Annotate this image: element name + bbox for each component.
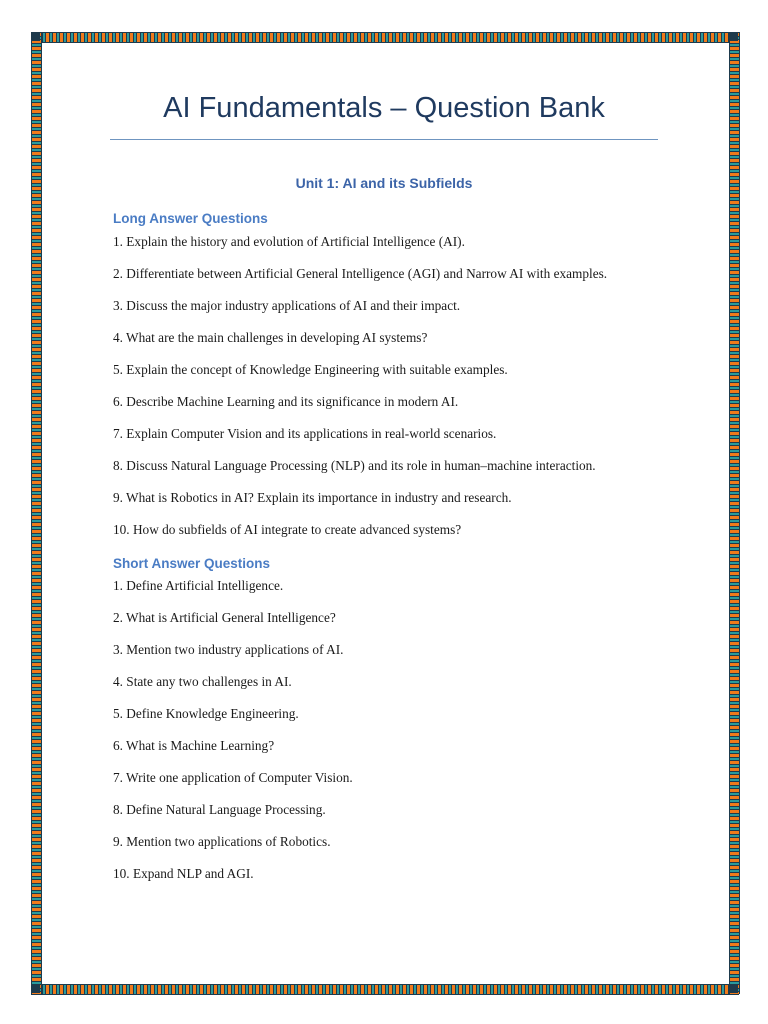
short-question: 6. What is Machine Learning? [113,738,275,753]
long-question: 9. What is Robotics in AI? Explain its importance in industry and research. [113,490,512,505]
page-border-top [31,32,739,43]
long-answer-heading: Long Answer Questions [113,211,268,226]
title-underline [110,139,658,140]
border-corner [729,984,738,993]
short-question: 10. Expand NLP and AGI. [113,866,254,881]
border-corner [729,32,738,41]
long-question: 7. Explain Computer Vision and its applications in real-world scenarios. [113,426,497,441]
long-question: 5. Explain the concept of Knowledge Engineering with suitable examples. [113,362,508,377]
page-title: AI Fundamentals – Question Bank [163,92,605,124]
long-question: 6. Describe Machine Learning and its significance in modern AI. [113,394,459,409]
border-corner [31,32,40,41]
short-question: 5. Define Knowledge Engineering. [113,706,299,721]
page-border-bottom [31,984,739,995]
long-question: 4. What are the main challenges in developing AI systems? [113,330,428,345]
short-question: 9. Mention two applications of Robotics. [113,834,331,849]
long-question: 3. Discuss the major industry applications of AI and their impact. [113,298,461,313]
short-question: 8. Define Natural Language Processing. [113,802,326,817]
border-corner [31,984,40,993]
page-border-right [729,32,740,994]
short-question: 3. Mention two industry applications of AI. [113,642,344,657]
long-question: 2. Differentiate between Artificial General Intelligence (AGI) and Narrow AI with examples. [113,266,608,281]
short-answer-heading: Short Answer Questions [113,556,271,571]
long-question: 8. Discuss Natural Language Processing (NLP) and its role in human–machine interaction. [113,458,596,473]
short-question: 7. Write one application of Computer Vision. [113,770,353,785]
short-question: 1. Define Artificial Intelligence. [113,578,284,593]
long-question: 10. How do subfields of AI integrate to create advanced systems? [113,522,462,537]
unit-heading: Unit 1: AI and its Subfields [295,175,473,191]
long-question: 1. Explain the history and evolution of Artificial Intelligence (AI). [113,234,465,249]
short-question: 4. State any two challenges in AI. [113,674,292,689]
short-question: 2. What is Artificial General Intelligence? [113,610,336,625]
page-border-left [31,32,42,994]
